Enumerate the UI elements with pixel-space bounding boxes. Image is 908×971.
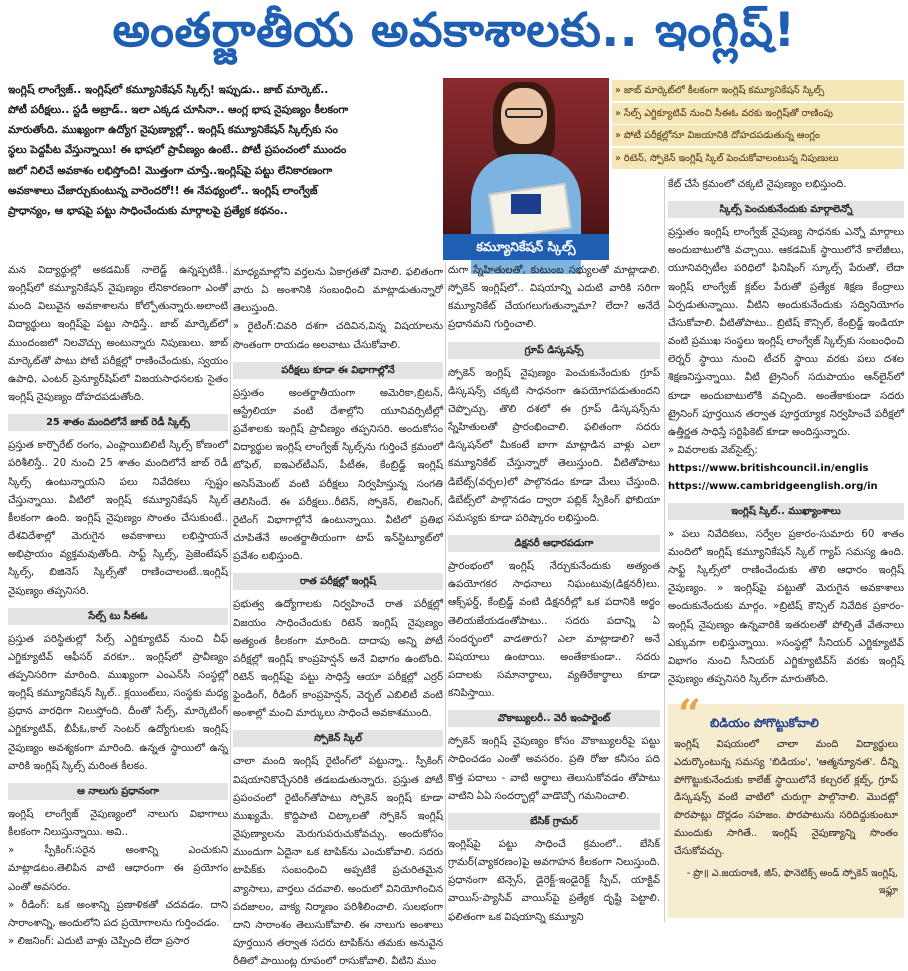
lead-line: పోటీ పరీక్షలు.. స్టడీ అబ్రాడ్‌.. ఇలా ఎక్కడ చూసినా.. ఆంగ్ల భాష నైపుణ్యం కీలకంగా (8, 104, 349, 117)
lead-line: స్థలు పెద్దపీట వేస్తున్నాయి! ఈ భాషలో ప్రావీణ్యం ఉంటే.. పోటీ ప్రపంచంలో ముందం (8, 144, 347, 157)
body-paragraph: ప్రారంభంలో ఇంగ్లిష్‌ నేర్చుకునేందుకు అత్యంత ఉపయోగకర సాధనాలు నిఘంటువు(డిక్షనరీ)లు. ఆక్స్‌ఫర్డ్‌, కేంబ్రిడ్జ్‌ వంటి డిక్షనరీల్లో ఒక పదానికి అర్థం తెలియజేయడంతోపాటు.. సదరు పదాన్ని ఏ సందర్భంలో వాడతారు? ఎలా మాట్లాడాలి? అనే విషయాలు ఉంటాయి. అంతేకాకుండా.. సదరు పదాలకు సమానార్థాలు, వ్యతిరేకార్థాలు కూడా కనిపిస్తాయి. (448, 561, 660, 700)
headline: అంతర్జాతీయ అవకాశాలకు.. ఇంగ్లిష్‌! (112, 3, 796, 58)
section-heading: డిక్షనరీ ఆధారపడుగా (448, 535, 660, 552)
body-paragraph: ప్రస్తుతం ఇంగ్లిష్‌ లాంగ్వేజ్‌ నైపుణ్య సాధనకు ఎన్నో మార్గాలు అందుబాటులోకి వచ్చాయి. ఆకడమిక్‌ స్థాయిలోనే కాలేజీలు, యూనివర్సిటీల పరిధిలో ఫినిషింగ్‌ స్కూల్స్‌ పేరుతో, లేదా ఇంగ్లిష్‌ లాంగ్వేజ్‌ క్లబ్‌ల పేరుతో ప్రత్యేక శిక్షణ కేంద్రాలు ఏర్పడుతున్నాయి. వీటిని అందుకునేందుకు సద్వినియోగం చేసుకోవాలి. వీటితోపాటు.. బ్రిటిష్‌ కౌన్సిల్‌, కేంబ్రిడ్జ్‌ ఇండియా వంటి ప్రముఖ సంస్థలు ఇంగ్లిష్‌ లాంగ్వేజ్‌ స్కిల్స్‌కు సంబంధించి లెర్నర్‌ స్థాయి నుంచి టీచర్‌ స్థాయి వరకు పలు దశల శిక్షణనిస్తున్నాయి. వీటి ట్రైనింగ్‌ సదుపాయం ఆన్‌లైన్‌లో కూడా అందుబాటులోకి వచ్చింది. అంతేకాకుండా సదరు ట్రైనింగ్‌ పూర్తయిన తర్వాత పూర్తయ్యాక నిర్వహించే పరీక్షలో ఉత్తీర్ణత సాధిస్తే సర్టిఫికెట్‌ కూడా అందిస్తున్నారు. (668, 227, 904, 438)
quote-author: - ప్రొ॥ ఎ.జయరాణి, జీస్‌, ఫొనెటిక్స్‌ అండ్‌ స్పోకెన్‌ ఇంగ్లిష్‌, ఇఫ్లూ (686, 867, 898, 896)
section-heading: 25 శాతం మందిలోనే జాబ్‌ రెడీ స్కిల్స్‌ (8, 414, 228, 431)
body-paragraph: స్పోకెన్‌ ఇంగ్లిష్‌ నైపుణ్యం పెంచుకునేందుకు గ్రూప్‌ డిస్కషన్స్‌ చక్కటి సాధనంగా ఉపయోగపడుతుందని చెప్పొచ్చు. తొలి దశలో ఈ గ్రూప్‌ డిస్కషన్స్‌ను స్నేహితులతో ప్రారంభించాలి. ఫలితంగా సదరు డిస్కషన్‌లో మీకంటే బాగా మాట్లాడిన వాళ్లు ఎలా కమ్యూనికేట్‌ చేస్తున్నారో తెలుస్తుంది. వీటితోపాటు డిబేట్స్‌(వర్చల)లో పాల్గొనడం కూడా మేలు చేస్తుంది. డిబేట్స్‌లో పాల్గొనడం ద్వారా పబ్లిక్‌ స్పీకింగ్‌ ఫోబియా సమస్యకు కూడా పరిష్కారం లభిస్తుంది. (448, 367, 660, 524)
body-paragraph: ఇంగ్లిష్‌పై పట్టు సాధించే క్రమంలో.. బేసిక్‌ గ్రామర్‌(వ్యాకరణం)పై అవగాహన కీలకంగా నిలుస్తుంది. ప్రధానంగా టెన్సెస్‌, డైరెక్ట్‌-ఇండైరెక్ట్‌ స్పీచ్‌, యాక్టివ్‌ వాయిస్‌-ప్యాసివ్‌ వాయిస్‌పై ప్రత్యేక దృష్టి పెట్టాలి. ఫలితంగా ఒక విషయాన్ని కమ్యూని (448, 838, 660, 923)
highlight-item: » సేల్స్‌ ఎగ్జిక్యూటివ్‌ నుంచి సీఈఓ వరకు ఇంగ్లిష్‌తో రాణింపు (612, 103, 904, 124)
highlights-box (612, 80, 904, 170)
highlight-item: » జాబ్‌ మార్కెట్‌లో కీలకంగా ఇంగ్లిష్‌ కమ్యూనికేషన్‌ స్కిల్స్‌ (612, 80, 904, 101)
lead-line: ప్రాధాన్యం, ఆ భాషపై పట్టు సాధించేందుకు మార్గాలపై ప్రత్యేక కథనం.. (8, 204, 288, 217)
section-heading: గ్రూప్‌ డిస్కషన్స్‌ (448, 342, 660, 359)
body-paragraph: ప్రస్తుత పరిస్థితుల్లో సేల్స్‌ ఎగ్జిక్యూటివ్‌ నుంచి చీఫ్‌ ఎగ్జిక్యూటివ్‌ ఆఫీసర్‌ వరకూ.. ఇంగ్లిష్‌లో ప్రావీణ్యం తప్పనిసరిగా మారింది. ముఖ్యంగా ఎంఎన్‌సీ సంస్థల్లో ఇంగ్లిష్‌ కమ్యూనికేషన్‌ స్కిల్‌.. క్లయింట్‌లు, సంస్థకు మధ్య ప్రధాన వారధిగా నిలుస్తోంది. దీంతో సేల్స్‌, మార్కెటింగ్‌ ఎగ్జిక్యూటివ్‌, బీపీఓ,కాల్‌ సెంటర్‌ ఉద్యోగులకు ఇంగ్లిష్‌ నైపుణ్యం అవశ్యకంగా మారింది. ఉన్నత స్థాయిలో ఉన్న వారికి ఇంగ్లిష్‌ స్కిల్స్‌ మరింత కీలకం. (8, 633, 228, 772)
lead-line: ఇంగ్లిష్‌ లాంగ్వేజ్‌.. ఇంగ్లిష్‌లో కమ్యూనికేషన్‌ స్కిల్స్‌! ఇప్పుడు.. జాబ్‌ మార్కెట్‌.. (8, 84, 329, 96)
body-paragraph: స్పోకెన్‌ ఇంగ్లిష్‌ నైపుణ్యం కోసం వొకాబ్యులరీపై పట్టు సాధించడం ఎంతో అవసరం. ప్రతి రోజు కనీసం పది కొత్త పదాలు - వాటి అర్థాలు తెలుసుకోవడం తోపాటు వాటిని ఏఏ సందర్భాల్లో వాడొచ్చో గమనించాలి. (448, 736, 660, 802)
body-paragraph: మన విద్యార్థుల్లో అకడమిక్‌ నాలెడ్జ్‌ ఉన్నప్పటికీ.. ఇంగ్లిష్‌లో కమ్యూనికేషన్‌ నైపుణ్యం లేనికారణంగా ఎంతో మంది విలువైన అవకాశాలను కోల్పోతున్నారు.అలాంటి విద్యార్థులు ఇంగ్లిష్‌పై పట్టు సాధిస్తే.. జాబ్‌ మార్కెట్‌లో ముందంజలో నిలవొచ్చు అంటున్నారు నిపుణులు. జాబ్‌ మార్కెట్‌తో పాటు పోటీ పరీక్షల్లో రాణించేందుకు, స్వయం ఉపాధి, ఎంటర్‌ ప్రెన్యూర్‌షిప్‌లో విజయసాధనలకు సైతం ఇంగ్లిష్‌ నైపుణ్యం దోహదపడుతోంది. (8, 265, 228, 404)
lead-line: అవకాశాలు చేజార్చుకుంటున్న వారెందరో!! ఈ నేపథ్యంలో.. ఇంగ్లిష్‌ లాంగ్వేజ్‌ (8, 184, 318, 197)
column-divider (230, 262, 231, 922)
section-heading: బేసిక్‌ గ్రామర్‌ (448, 813, 660, 830)
quote-title (674, 691, 898, 738)
photo-glasses (505, 108, 543, 118)
column-2 (233, 264, 443, 971)
body-paragraph: ప్రస్తుత కార్పొరేట్‌ రంగం, ఎంప్లాయిబిలిటీ స్కిల్స్‌ కోణంలో పరిశీలిస్తే.. 20 నుంచి 25 శాతం మందిలోనే జాబ్‌ రెడీ స్కిల్స్‌ ఉంటున్నాయని పలు నివేదికలు స్పష్టం చేస్తున్నాయి. వీటిలో ఇంగ్లిష్‌ కమ్యూనికేషన్‌ స్కిల్‌ కీలకంగా ఉంది. ఇంగ్లిష్‌ నైపుణ్యం సొంతం చేసుకుంటే.. దేశవిదేశాల్లో మెరుగైన అవకాశాలు లభిస్తాయనే అభిప్రాయం వ్యక్తమవుతోంది. సాఫ్ట్‌ స్కిల్స్‌, ప్రెజెంటేషన్‌ స్కిల్స్‌, బిజినెస్‌ స్కిల్స్‌తో రాణించాలంటే..ఇంగ్లిష్‌ నైపుణ్యం తప్పనిసరి. (8, 440, 228, 597)
body-paragraph: కేట్‌ చేసే క్రమంలో చక్కటి నైపుణ్యం లభిస్తుంది. (668, 179, 847, 190)
website-link[interactable]: https://www.cambridgeenglish.org/in (668, 480, 878, 492)
bullet-point: » రీడింగ్‌: ఒక అంశాన్ని ప్రణాళికతో చదవడం. దాని సారాంశాన్ని, అందులోని పద ప్రయోగాలను గుర్తించడం. (8, 899, 228, 929)
body-paragraph: ప్రభుత్వ ఉద్యోగాలకు నిర్వహించే రాత పరీక్షల్లో విజయం సాధించేందుకు రిటెన్‌ ఇంగ్లిష్‌ నైపుణ్యం అత్యంత కీలకంగా మారింది. దాదాపు అన్ని పోటీ పరీక్షల్లో ఇంగ్లిష్‌ కాంప్రహెన్షన్‌ అనే విభాగం ఉంటోంది. రిటెన్‌ ఇంగ్లిష్‌పై పట్టు సాధిస్తే ఆయా పరీక్షల్లో ఎర్రర్‌ ఫైండింగ్‌, రీడింగ్‌ కాంప్రహెన్షన్‌, వెర్బల్‌ ఎబిలిటీ వంటి అంశాల్లో మంచి మార్కులు సాధించే అవకాశముంది. (233, 599, 443, 720)
column-divider (664, 176, 665, 922)
section-heading: వొకాబ్యులరీ.. వెరీ ఇంపార్టెంట్‌ (448, 710, 660, 727)
lead-line: జలో నిలిచే అవకాశం లభిస్తోంది! మొత్తంగా చూస్తే..ఇంగ్లిష్‌పై పట్టు లేనికారణంగా (8, 164, 333, 177)
body-paragraph: ప్రస్తుతం అంతర్జాతీయంగా అమెరికా,బ్రిటన్‌, ఆస్ట్రేలియా వంటి దేశాల్లోని యూనివర్సిటీల్లో ప్రవేశాలకు ఇంగ్లిష్‌ ప్రావీణ్యం తప్పనిసరి. అందుకోసం విద్యార్థుల ఇంగ్లిష్‌ లాంగ్వేజ్‌ స్కిల్స్‌ను గుర్తించే క్రమంలో టోఫెల్‌, ఐఇఎల్‌టీఎస్‌, పీటీఈ, కేంబ్రిడ్జ్‌ ఇంగ్లిష్‌ అసెస్‌మెంట్‌ వంటి పరీక్షలు నిర్వహిస్తున్న సంగతి తెలిసిందే. ఈ పరీక్షలు..రీటెన్‌, స్పోకెన్‌, లిజనింగ్‌, రైటింగ్‌ విభాగాల్లోనే ఉంటున్నాయి. వీటిలో ప్రతిభ చూపితేనే అంతర్జాతీయంగా టాప్‌ ఇన్‌స్టిట్యూట్‌లో ప్రవేశం లభిస్తుంది. (233, 387, 443, 563)
bullet-point: » లిజనింగ్‌: ఎదుటి వాళ్లు చెప్పింది లేదా ప్రసార (8, 936, 190, 947)
section-heading: ఆ నాలుగు ప్రధానంగా (8, 783, 228, 800)
column-1 (8, 262, 228, 951)
website-link[interactable]: https://www.britishcouncil.in/englis (668, 463, 869, 475)
photo-flag (511, 194, 541, 214)
quote-title-text: బిడియం పోగొట్టుకోవాలి (710, 716, 819, 730)
section-heading: సేల్స్‌ టు సీఈఓ (8, 608, 228, 625)
column-divider (445, 262, 446, 922)
links-label: » వివరాలకు వెబ్‌సైట్స్‌: (668, 445, 758, 457)
quote-text: ఇంగ్లిష్‌ విషయంలో చాలా మంది విద్యార్థులు ఎదుర్కొంటున్న సమస్య 'బిడియం', 'ఆత్మన్యూనత'. దీన్ని పోగొట్టుకునేందుకు కాలేజ్‌ స్థాయిలోనే కల్చరల్‌ క్లబ్స్‌, గ్రూప్‌ డిస్కషన్స్‌ వంటి వాటిలో చురుగ్గా పాల్గొనాలి. మొదట్లో పొరపాట్లు దొర్లడం సహజం. పొరపాటును సరిదిద్దుకుంటూ ముందుకు సాగితే.. ఇంగ్లిష్‌ నైపుణ్యాన్ని సొంతం చేసుకోవచ్చు. (674, 739, 898, 857)
bullet-points: » పలు నివేదికలు, సర్వేల ప్రకారం-సుమారు 60 శాతం మందిలో ఇంగ్లిష్‌ కమ్యూనికేషన్‌ స్కిల్‌ గ్యాప్‌ సమస్య ఉంది. సాఫ్ట్‌ స్కిల్స్‌లో రాణించేందుకు తొలి ఆధారం ఇంగ్లిష్‌ నైపుణ్యం. » ఇంగ్లిష్‌పై పట్టుతో మెరుగైన అవకాశాలు అందుకునేందుకు మార్గం. »బ్రిటిష్‌ కౌన్సిల్‌ నివేదిక ప్రకారం-ఇంగ్లిష్‌ నైపుణ్యం ఉన్నవారికి ఇతరులతో పోల్చితే వేతనాలు ఎక్కువగా లభిస్తున్నాయి. »సంస్థల్లో సీనియర్‌ ఎగ్జిక్యూటివ్‌ విభాగం నుంచి సీనియర్‌ ఎగ్జిక్యూటివ్‌స్‌ వరకు ఇంగ్లిష్‌ నైపుణ్యం తప్పనిసరి స్కిల్‌గా మారుతోంది. (668, 528, 904, 686)
body-paragraph: ఇంగ్లిష్‌ లాంగ్వేజ్‌ నైపుణ్యంలో నాలుగు విభాగాలు కీలకంగా నిలుస్తున్నాయి. అవి.. (8, 808, 228, 839)
student-photo (443, 78, 609, 260)
column-4 (668, 176, 904, 689)
highlight-item: » పోటీ పరీక్షల్లోనూ విజయానికి దోహదపడుతున్న ఆంగ్లం (612, 125, 904, 146)
section-heading: రాత పరీక్షల్లో ఇంగ్లిష్‌ (233, 573, 443, 590)
body-paragraph: దుగా స్నేహితులతో, కుటుంబ సభ్యులతో మాట్లాడాలి. స్పోకెన్‌ ఇంగ్లిష్‌లో.. విషయాన్ని ఎదుటి వారికి సరిగా కమ్యూనికేట్‌ చేయగలుగుతున్నామా? లేదా? అనేదే ప్రధానమని గుర్తించాలి. (448, 265, 660, 331)
bullet-point: » స్పీకింగ్‌:సరైన అంశాన్ని ఎంచుకుని మాట్లాడటం.తెలిపిన వాటి ఆధారంగా ఈ ప్రయోగం ఎంతో అవసరం. (8, 845, 228, 893)
bullet-point: » రైటింగ్‌:చివరి దశగా చదివిన,విన్న విషయాలను సొంతంగా రాయడం అలవాటు చేసుకోవాలి. (233, 321, 443, 351)
body-paragraph: చాలా మంది ఇంగ్లిష్‌ రైటింగ్‌లో పట్టున్నా.. స్పీకింగ్‌ విషయానికొచ్చేసరికి తడబడుతున్నారు. ప్రస్తుత పోటీ ప్రపంచంలో రైటింగ్‌తోపాటు స్పోకెన్‌ ఇంగ్లిష్‌ కూడా ముఖ్యమే. కొద్దిపాటి చిట్కాలతో స్పోకెన్‌ ఇంగ్లిష్‌ నైపుణ్యాలను మెరుగుపరుచుకోవచ్చు. అందుకోసం ముందుగా ఏదైనా ఒక టాపిక్‌ను ఎంచుకోవాలి. సదరు టాపిక్‌కు సంబంధించి అప్పటికే ప్రచురితమైన వ్యాసాలు, వార్తలు చదవాలి. అందులో వినియోగించిన పదజాలం, వాక్య నిర్మాణం పరిశీలించాలి. సులభంగా దాని సారాంశం తెలుసుకోవాలి. ఈ నాలుగు అంశాలు పూర్తయిన తర్వాత సదరు టాపిక్‌ను తమకు అనువైన రీతిలో పాయింట్ల రూపంలో రాసుకోవాలి. వీటిని ముం (233, 756, 443, 968)
lead-paragraph (8, 80, 438, 221)
expert-quote-box (668, 691, 904, 918)
section-heading: స్కిల్స్‌ పెంచుకునేందుకు మార్గాలెన్నో (668, 201, 904, 218)
body-paragraph: మాధ్యమాల్లోని వర్తలను ఏకాగ్రతతో వినాలి. ఫలితంగా వారు ఏ అంశానికి సంబంధించి మాట్లాడుతున్నారో తెలుస్తుంది. (233, 267, 443, 315)
photo-banner: కమ్యూనికేషన్‌ స్కిల్స్‌ (443, 234, 609, 260)
column-3 (448, 262, 660, 927)
section-heading: స్పోకెన్‌ స్కిల్‌ (233, 730, 443, 747)
section-heading: ఇంగ్లిష్‌ స్కిల్‌.. ముఖ్యాంశాలు (668, 503, 904, 520)
section-heading: పరీక్షలు కూడా ఈ విభాగాల్లోనే (233, 362, 443, 379)
lead-line: మారుతోంది. ముఖ్యంగా ఉద్యోగ నైపుణ్యాల్లో.. ఇంగ్లిష్‌ కమ్యూనికేషన్‌ స్కిల్స్‌కు సం (8, 124, 338, 137)
highlight-item: » రిటెన్‌, స్పోకెన్‌ ఇంగ్లిష్‌ స్కిల్‌ పెంచుకోవాలంటున్న నిపుణులు (612, 148, 904, 169)
quote-mark-icon: “ (678, 691, 702, 738)
